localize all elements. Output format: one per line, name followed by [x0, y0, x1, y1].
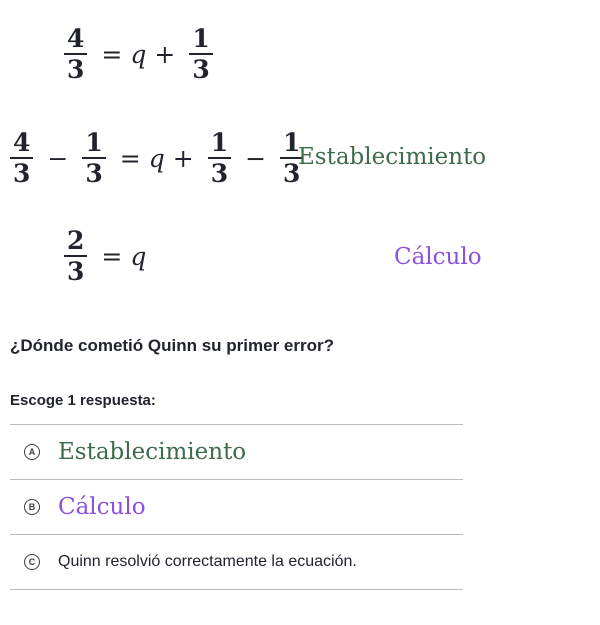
choice-label: Cálculo: [58, 494, 146, 520]
choice-letter-icon: C: [24, 554, 40, 570]
question-text: ¿Dónde cometió Quinn su primer error?: [10, 336, 334, 355]
fraction: [82, 130, 105, 186]
minus-sign: −: [47, 143, 69, 173]
equals-sign: =: [119, 143, 141, 173]
step-tag-calculo: Cálculo: [394, 244, 482, 270]
fraction: [10, 130, 33, 186]
fraction: [64, 228, 87, 284]
choice-b[interactable]: [10, 479, 463, 534]
numerator: 1: [210, 128, 229, 157]
denominator: 3: [13, 159, 31, 188]
choice-letter-icon: B: [24, 499, 40, 515]
minus-sign: −: [245, 143, 267, 173]
denominator: 3: [283, 159, 301, 188]
numerator: 4: [67, 24, 85, 53]
denominator: 3: [210, 159, 229, 188]
numerator: 1: [283, 128, 301, 157]
answer-prompt: Escoge 1 respuesta:: [10, 392, 156, 409]
equation-row-2: [4, 130, 309, 186]
denominator: 3: [67, 257, 85, 286]
choice-label: Establecimiento: [58, 439, 247, 465]
choice-letter-icon: A: [24, 444, 40, 460]
plus-sign: +: [154, 39, 176, 69]
variable-q: q: [130, 241, 147, 271]
denominator: 3: [85, 159, 103, 188]
fraction: [208, 130, 231, 186]
denominator: 3: [192, 55, 210, 84]
equals-sign: =: [101, 241, 123, 271]
choice-a[interactable]: [10, 424, 463, 479]
variable-q: q: [130, 39, 147, 69]
fraction: [64, 26, 87, 82]
choice-c[interactable]: [10, 534, 463, 589]
denominator: 3: [67, 55, 85, 84]
numerator: 1: [85, 128, 103, 157]
plus-sign: +: [172, 143, 194, 173]
equation-row-3: [58, 228, 146, 284]
equation-row-1: [58, 26, 219, 82]
divider: [10, 589, 463, 590]
numerator: 2: [67, 226, 85, 255]
answer-choices: [10, 424, 463, 590]
numerator: 1: [192, 24, 210, 53]
choice-label: Quinn resolvió correctamente la ecuación.: [58, 553, 357, 570]
numerator: 4: [13, 128, 31, 157]
step-tag-establecimiento: Establecimiento: [298, 144, 487, 170]
fraction: [189, 26, 212, 82]
variable-q: q: [148, 143, 165, 173]
equals-sign: =: [101, 39, 123, 69]
